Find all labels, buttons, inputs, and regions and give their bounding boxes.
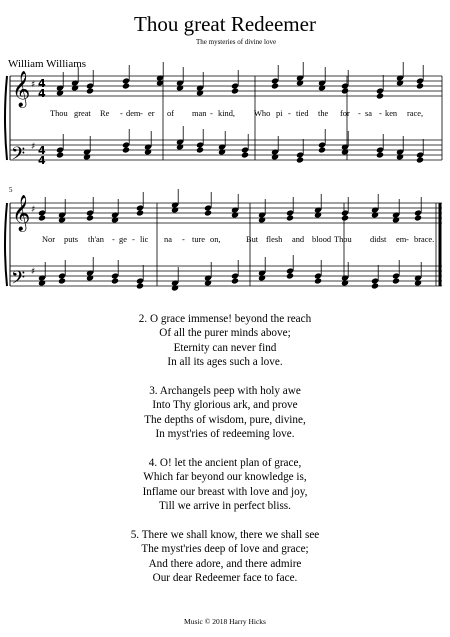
svg-text:4: 4 xyxy=(38,87,46,100)
verse-line: The myst'ries deep of love and grace; xyxy=(141,543,309,556)
lyric-syllable: blood xyxy=(312,235,332,244)
lyric-syllable: man xyxy=(192,109,207,118)
staff-lines xyxy=(10,76,442,286)
lyric-syllable: brace. xyxy=(414,235,435,244)
lyric-syllable: Nor xyxy=(42,235,56,244)
verse xyxy=(0,456,450,514)
lyric-syllable: er xyxy=(148,109,155,118)
lyric-syllable: the xyxy=(318,109,329,118)
lyric-syllable: - xyxy=(210,109,213,118)
lyric-syllable: dem xyxy=(126,109,141,118)
verse-line: Our dear Redeemer face to face. xyxy=(152,572,298,585)
key-sharp-icon: ♯ xyxy=(31,80,36,90)
lyrics-line-1 xyxy=(22,109,442,121)
lyric-syllable: flesh xyxy=(266,235,283,244)
music-score xyxy=(0,0,450,300)
verse-line: In all its ages such a love. xyxy=(167,356,283,369)
lyric-syllable: - xyxy=(112,235,115,244)
verse-line: Which far beyond our knowledge is, xyxy=(143,471,307,484)
lyrics-line-2 xyxy=(22,235,442,247)
lyric-syllable: of xyxy=(167,109,174,118)
verse-line: Till we arrive in perfect bliss. xyxy=(159,500,291,513)
copyright-footer: Music © 2018 Harry Hicks xyxy=(184,617,266,626)
lyric-syllable: pi xyxy=(276,109,283,118)
lyric-syllable: race, xyxy=(407,109,424,118)
lyric-syllable: th'an xyxy=(88,235,104,244)
lyric-syllable: ge xyxy=(119,235,127,244)
bass-clef-icon: 𝄢 xyxy=(11,268,26,293)
key-sharp-icon: ♯ xyxy=(31,205,36,215)
treble-clef-icon: 𝄞 xyxy=(12,195,31,231)
lyric-syllable: - xyxy=(288,109,291,118)
lyric-syllable: on, xyxy=(210,235,221,244)
lyric-syllable: em xyxy=(396,235,407,244)
verse-line: Into Thy glorious ark, and prove xyxy=(152,399,298,412)
verse xyxy=(0,528,450,586)
time-signature xyxy=(38,77,46,167)
lyric-syllable: ture xyxy=(192,235,206,244)
verse-line: 2. O grace immense! beyond the reach xyxy=(138,313,312,325)
verse-line: Of all the purer minds above; xyxy=(159,327,291,340)
lyric-syllable: - xyxy=(120,109,123,118)
lyric-syllable: Re xyxy=(100,109,110,118)
verse-line: 5. There we shall know, there we shall see xyxy=(130,529,320,542)
verse-line: Eternity can never find xyxy=(173,341,277,354)
verse xyxy=(0,312,450,370)
lyric-syllable: Thou xyxy=(334,235,352,244)
treble-clef-icon: 𝄞 xyxy=(12,71,31,107)
measure-number: 5 xyxy=(9,186,13,194)
verse-line: The depths of wisdom, pure, divine, xyxy=(144,413,306,426)
svg-text:4: 4 xyxy=(38,144,46,157)
lyric-syllable: for xyxy=(340,109,350,118)
lyric-syllable: na xyxy=(164,235,172,244)
lyric-syllable: Who xyxy=(254,109,271,118)
lyric-syllable: ken xyxy=(385,109,398,118)
hymn-title: Thou great Redeemer xyxy=(134,12,316,36)
verse xyxy=(0,384,450,442)
lyric-syllable: - xyxy=(132,235,135,244)
lyric-syllable: kind, xyxy=(218,109,235,118)
verse-line: 3. Archangels peep with holy awe xyxy=(149,385,301,398)
lyric-syllable: and xyxy=(292,235,305,244)
svg-text:4: 4 xyxy=(38,154,46,167)
lyric-syllable: Thou xyxy=(50,109,68,118)
lyric-syllable: lic xyxy=(140,235,149,244)
lyric-syllable: But xyxy=(246,235,259,244)
lyric-syllable: tied xyxy=(296,109,309,118)
lyric-syllable: - xyxy=(140,109,143,118)
lyric-syllable: sa xyxy=(365,109,372,118)
lyric-syllable: great xyxy=(74,109,91,118)
bass-clef-icon: 𝄢 xyxy=(11,144,26,169)
hymn-subtitle: The mysteries of divine love xyxy=(196,38,277,46)
lyric-syllable: - xyxy=(379,109,382,118)
barlines xyxy=(5,76,442,286)
verse-line: Inflame our breast with love and joy, xyxy=(142,485,308,498)
verse-line: 4. O! let the ancient plan of grace, xyxy=(148,457,302,470)
verses-block xyxy=(0,312,450,600)
text-author: William Williams xyxy=(8,58,87,70)
verse-line: In myst'ries of redeeming love. xyxy=(155,428,295,441)
verse-line: And there adore, and there admire xyxy=(148,557,302,570)
svg-text:4: 4 xyxy=(38,77,46,90)
key-sharp-icon: ♯ xyxy=(31,142,36,152)
notes xyxy=(38,62,424,292)
lyric-syllable: puts xyxy=(64,235,78,244)
lyric-syllable: - xyxy=(358,109,361,118)
lyric-syllable: - xyxy=(406,235,409,244)
lyric-syllable: - xyxy=(182,235,185,244)
key-sharp-icon: ♯ xyxy=(31,267,36,277)
lyric-syllable: didst xyxy=(370,235,387,244)
